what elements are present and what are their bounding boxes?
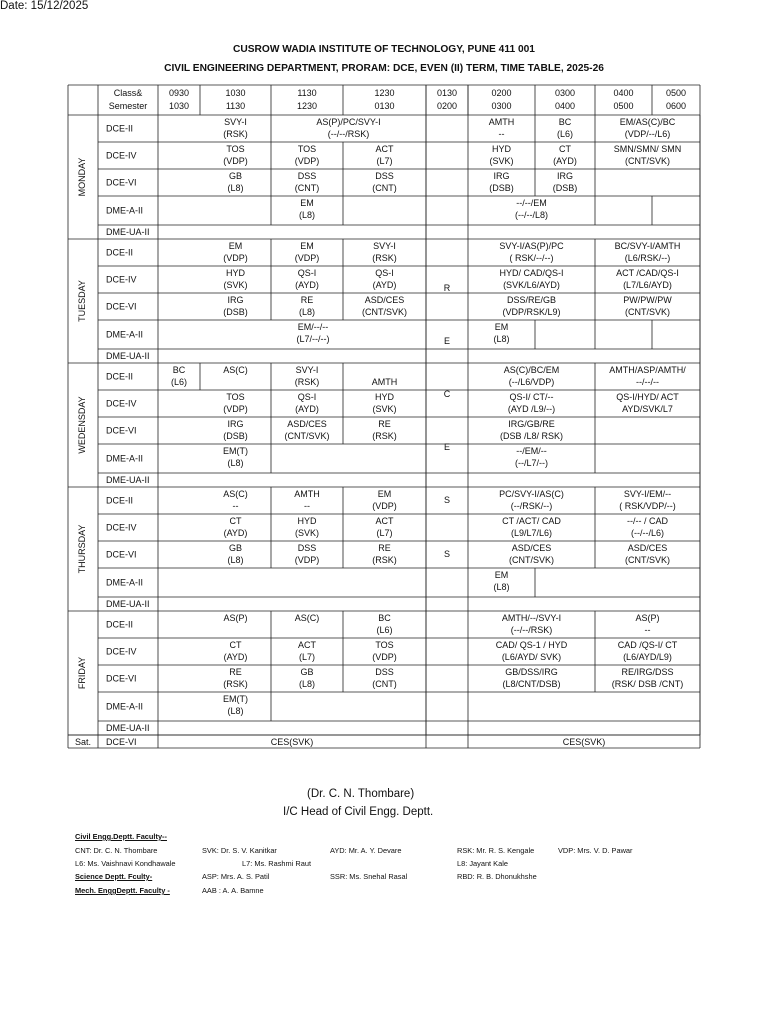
recess-letter: R bbox=[443, 283, 451, 293]
signatory-name: (Dr. C. N. Thombare) bbox=[307, 788, 415, 800]
timetable-cell-text: -- bbox=[644, 625, 651, 635]
timetable-cell-text: (L7/--/--) bbox=[296, 334, 330, 344]
legend-ayd: AYD: Mr. A. Y. Devare bbox=[330, 846, 402, 855]
class-label: DCE-VI bbox=[106, 673, 137, 684]
timetable-cell-text: (AYD) bbox=[223, 528, 248, 538]
timetable-cell-text: (--/--/L6) bbox=[631, 528, 664, 538]
recess-letter: C bbox=[443, 389, 451, 399]
timetable-cell-text: (DSB) bbox=[223, 431, 248, 441]
timetable-cell-text: EM bbox=[494, 322, 509, 332]
timetable-cell-text: SMN/SMN/ SMN bbox=[613, 144, 682, 154]
timetable-cell-text: (SVK) bbox=[223, 280, 248, 290]
timetable-cell-text: (DSB) bbox=[223, 307, 248, 317]
timetable-cell-text: DSS bbox=[375, 171, 394, 181]
timetable-cell-text: (VDP) bbox=[223, 253, 248, 263]
timetable-cell-text: PC/SVY-I/AS(C) bbox=[499, 489, 564, 499]
timetable-cell-text: ACT /CAD/QS-I bbox=[616, 268, 679, 278]
class-label: DME-A-II bbox=[106, 205, 143, 216]
timetable-cell-text: (--/RSK/--) bbox=[510, 501, 553, 511]
time-slot-end: 0500 bbox=[613, 101, 634, 111]
class-label: DCE-IV bbox=[106, 150, 137, 161]
timetable-cell-text: (--/--/RSK) bbox=[510, 625, 553, 635]
timetable-cell-text: DSS/RE/GB bbox=[506, 295, 557, 305]
timetable-cell-text: (VDP) bbox=[294, 253, 320, 263]
time-slot-start: 0400 bbox=[613, 88, 634, 98]
class-label: DCE-VI bbox=[106, 425, 137, 436]
timetable-cell-text: AS(C) bbox=[223, 365, 248, 375]
timetable-cell-text: PW/PW/PW bbox=[623, 295, 672, 305]
timetable-cell-text: (L6) bbox=[376, 625, 393, 635]
legend-civil-heading: Civil Engg.Deptt. Faculty-- bbox=[75, 832, 167, 841]
timetable-cell-text: ASD/CES bbox=[287, 419, 327, 429]
timetable-cell-text: DSS bbox=[375, 667, 394, 677]
time-slot-start: 0200 bbox=[491, 88, 512, 98]
timetable-cell-text: (RSK) bbox=[294, 377, 320, 387]
timetable-cell-text: (L8) bbox=[227, 555, 244, 565]
timetable-cell-text: (AYD /L9/--) bbox=[507, 404, 556, 414]
legend-svk: SVK: Dr. S. V. Kanitkar bbox=[202, 846, 277, 855]
timetable-cell-text: SVY-I/AS(P)/PC bbox=[499, 241, 564, 251]
class-label: DCE-VI bbox=[106, 301, 137, 312]
timetable-cell-text: CAD/ QS-1 / HYD bbox=[495, 640, 568, 650]
class-label: DCE-II bbox=[106, 123, 133, 134]
timetable-cell-text: AMTH bbox=[371, 377, 398, 387]
time-slot-end: 1230 bbox=[296, 101, 318, 111]
timetable-cell-text: (L6/AYD/ SVK) bbox=[501, 652, 562, 662]
class-label: DCE-IV bbox=[106, 522, 137, 533]
timetable-cell-text: RE/IRG/DSS bbox=[621, 667, 674, 677]
timetable-cell-text: (--/L6/VDP) bbox=[508, 377, 555, 387]
class-label: DCE-IV bbox=[106, 274, 137, 285]
timetable-cell-text: HYD bbox=[297, 516, 317, 526]
timetable-cell-text: DSS bbox=[297, 543, 317, 553]
timetable-cell-text: RE bbox=[300, 295, 314, 305]
timetable-cell-text: DSS bbox=[297, 171, 317, 181]
timetable-title: CIVIL ENGINEERING DEPARTMENT, PRORAM: DCE, EVEN (II) TERM, TIME TABLE, 2025-26 bbox=[164, 63, 604, 74]
timetable-cell-text: ACT bbox=[298, 640, 316, 650]
timetable-cell-text: (CNT/SVK) bbox=[625, 555, 670, 565]
class-label: DCE-II bbox=[106, 371, 133, 382]
legend-mech-heading: Mech. EnggDeptt. Faculty - bbox=[75, 886, 170, 895]
timetable-cell-text: QS-I bbox=[297, 392, 317, 402]
timetable-cell-text: (VDP/RSK/L9) bbox=[502, 307, 561, 317]
timetable-cell-text: (L8) bbox=[298, 307, 316, 317]
timetable-cell-text: SVY-I bbox=[373, 241, 396, 251]
timetable-cell-text: BC/SVY-I/AMTH bbox=[614, 241, 681, 251]
time-slot-start: 0130 bbox=[436, 88, 458, 98]
header-semester-label: Semester bbox=[108, 101, 148, 111]
timetable-cell-text: TOS bbox=[375, 640, 394, 650]
timetable-cell-text: EM(T) bbox=[223, 694, 248, 704]
timetable-cell-text: (L6) bbox=[556, 129, 574, 139]
timetable-cell-text: EM bbox=[300, 241, 314, 251]
legend-l6: L6: Ms. Vaishnavi Kondhawale bbox=[75, 859, 176, 868]
timetable-cell-text: TOS bbox=[226, 392, 245, 402]
timetable-cell-text: (L8) bbox=[298, 210, 316, 220]
time-slot-end: 1130 bbox=[225, 101, 246, 111]
class-label: DME-UA-II bbox=[106, 723, 150, 733]
timetable-cell-text: GB/DSS/IRG bbox=[505, 667, 558, 677]
class-label: DCE-IV bbox=[106, 398, 137, 409]
timetable-cell-text: (L8/CNT/DSB) bbox=[502, 679, 561, 689]
timetable-cell-text: AMTH/--/SVY-I bbox=[501, 613, 562, 623]
timetable-cell-text: QS-I bbox=[375, 268, 394, 278]
timetable-cell-text: BC bbox=[558, 117, 572, 127]
timetable-cell-text: EM bbox=[494, 570, 509, 580]
timetable-cell-text: (CNT/SVK) bbox=[509, 555, 554, 565]
class-label: DCE-VI bbox=[106, 177, 137, 188]
timetable-cell-text: (L6) bbox=[170, 377, 188, 387]
timetable-cell-text: (L7) bbox=[298, 652, 316, 662]
timetable-cell-text: -- bbox=[232, 501, 239, 511]
timetable-cell-text: TOS bbox=[226, 144, 245, 154]
timetable-cell-text: (CNT/SVK) bbox=[362, 307, 407, 317]
timetable-cell-text: (AYD) bbox=[295, 280, 319, 290]
recess-letter: S bbox=[443, 549, 451, 559]
timetable-cell-text: (CNT/SVK) bbox=[284, 431, 330, 441]
timetable-cell-text: QS-I/HYD/ ACT bbox=[616, 392, 679, 402]
legend-vdp: VDP: Mrs. V. D. Pawar bbox=[558, 846, 633, 855]
timetable-cell-text: GB bbox=[228, 171, 243, 181]
timetable-cell-text: BC bbox=[172, 365, 186, 375]
timetable-cell-text: AMTH bbox=[488, 117, 515, 127]
legend-cnt: CNT: Dr. C. N. Thombare bbox=[75, 846, 158, 855]
timetable-cell-text: AMTH/ASP/AMTH/ bbox=[609, 365, 686, 375]
timetable-cell-text: ASD/CES bbox=[364, 295, 405, 305]
timetable-cell-text: SVY-I bbox=[224, 117, 247, 127]
timetable-cell-text: (L8) bbox=[227, 706, 244, 716]
timetable-cell-text: (RSK) bbox=[372, 431, 397, 441]
legend-l8: L8: Jayant Kale bbox=[457, 859, 508, 868]
class-label: DME-UA-II bbox=[106, 475, 150, 485]
timetable-cell-text: SVY-I bbox=[295, 365, 319, 375]
timetable-cell-text: AYD/SVK/L7 bbox=[622, 404, 673, 414]
timetable-cell-text: CT /ACT/ CAD bbox=[502, 516, 561, 526]
time-slot-start: 0300 bbox=[554, 88, 576, 98]
timetable-cell-text: AS(C)/BC/EM bbox=[503, 365, 560, 375]
time-slot-end: 0200 bbox=[436, 101, 458, 111]
timetable-cell-text: (--/L7/--) bbox=[515, 458, 548, 468]
timetable-cell-text: (L8) bbox=[227, 183, 244, 193]
saturday-label: Sat. bbox=[74, 737, 92, 747]
timetable-cell-text: GB bbox=[300, 667, 314, 677]
timetable-cell-text: AMTH bbox=[294, 489, 320, 499]
timetable-cell-text: IRG bbox=[227, 295, 244, 305]
timetable-cell-text: AS(P) bbox=[223, 613, 248, 623]
class-label: DCE-VI bbox=[106, 737, 137, 747]
timetable-cell-text: ( RSK/VDP/--) bbox=[619, 501, 676, 511]
timetable-cell-text: -- bbox=[498, 129, 505, 139]
timetable-cell-text: (VDP) bbox=[294, 555, 320, 565]
time-slot-end: 0130 bbox=[374, 101, 395, 111]
timetable-cell-text: EM bbox=[300, 198, 314, 208]
timetable-cell-text: (CNT/SVK) bbox=[625, 156, 670, 166]
issue-date: Date: 15/12/2025 bbox=[0, 0, 89, 12]
timetable-cell-text: (L8) bbox=[298, 679, 316, 689]
class-label: DME-A-II bbox=[106, 329, 143, 340]
timetable-cell-text: (--/--/L8) bbox=[515, 210, 548, 220]
time-slot-end: 0400 bbox=[554, 101, 576, 111]
recess-letter: E bbox=[443, 442, 451, 452]
class-label: DCE-II bbox=[106, 619, 133, 630]
timetable-cell-text: (SVK) bbox=[372, 404, 397, 414]
timetable-cell-text: ASD/CES bbox=[511, 543, 552, 553]
institute-title: CUSROW WADIA INSTITUTE OF TECHNOLOGY, PUNE 411 001 bbox=[233, 44, 535, 55]
time-slot-end: 1030 bbox=[168, 101, 190, 111]
timetable-cell-text: AS(P)/PC/SVY-I bbox=[316, 117, 381, 127]
timetable-cell-text: (L6/AYD/L9) bbox=[623, 652, 672, 662]
timetable-cell-text: (L9/L7/L6) bbox=[510, 528, 553, 538]
timetable-cell-text: HYD bbox=[374, 392, 395, 402]
timetable-cell-text: (AYD) bbox=[372, 280, 397, 290]
timetable-cell-text: (AYD) bbox=[223, 652, 248, 662]
timetable-cell-text: ACT bbox=[375, 516, 394, 526]
legend-aab: AAB : A. A. Bamne bbox=[202, 886, 264, 895]
timetable-cell-text: --/EM/-- bbox=[516, 446, 547, 456]
timetable-cell-text: (VDP) bbox=[372, 652, 397, 662]
timetable-cell-text: HYD bbox=[225, 268, 246, 278]
timetable-cell-text: (L6/RSK/--) bbox=[624, 253, 671, 263]
class-label: DCE-II bbox=[106, 247, 133, 258]
timetable-cell-text: RE bbox=[378, 419, 391, 429]
class-label: DME-A-II bbox=[106, 577, 143, 588]
class-label: DCE-IV bbox=[106, 646, 137, 657]
day-label: THURSDAY bbox=[77, 524, 87, 574]
timetable-cell-text: IRG/GB/RE bbox=[508, 419, 555, 429]
timetable-cell-text: (RSK/ DSB /CNT) bbox=[611, 679, 684, 689]
timetable-cell-text: HYD/ CAD/QS-I bbox=[499, 268, 564, 278]
timetable-cell-text: (L8) bbox=[493, 582, 510, 592]
class-label: DME-UA-II bbox=[106, 227, 150, 237]
day-label: FRIDAY bbox=[77, 656, 87, 690]
class-label: DCE-II bbox=[106, 495, 133, 506]
timetable-cell-text: EM/AS(C)/BC bbox=[619, 117, 676, 127]
time-slot-start: 1030 bbox=[225, 88, 246, 98]
timetable-cell-text: GB bbox=[228, 543, 243, 553]
class-label: DME-UA-II bbox=[106, 599, 150, 609]
time-slot-end: 0600 bbox=[665, 101, 687, 111]
timetable-cell-text: BC bbox=[378, 613, 391, 623]
timetable-cell-text: --/-- / CAD bbox=[627, 516, 668, 526]
class-label: DME-A-II bbox=[106, 701, 143, 712]
timetable-cell-text: AS(C) bbox=[294, 613, 320, 623]
timetable-cell-text: AS(P) bbox=[635, 613, 660, 623]
timetable-cell-text: (SVK) bbox=[489, 156, 514, 166]
timetable-cell-text: HYD bbox=[491, 144, 512, 154]
timetable-cell-text: CT bbox=[559, 144, 571, 154]
day-label: TUESDAY bbox=[77, 280, 87, 322]
timetable-cell-text: ACT bbox=[375, 144, 394, 154]
timetable-cell-text: RE bbox=[229, 667, 242, 677]
day-label: MONDAY bbox=[77, 157, 87, 197]
timetable-cell-text: (VDP) bbox=[372, 501, 397, 511]
timetable-cell-text: CT bbox=[229, 640, 242, 650]
class-label: DCE-VI bbox=[106, 549, 137, 560]
timetable-cell-text: ( RSK/--/--) bbox=[509, 253, 554, 263]
timetable-cell-text: IRG bbox=[556, 171, 574, 181]
timetable-cell-text: (RSK) bbox=[223, 679, 248, 689]
timetable-cell-text: EM bbox=[228, 241, 243, 251]
time-slot-start: 1130 bbox=[297, 88, 317, 98]
timetable-cell-text: QS-I/ CT/-- bbox=[509, 392, 554, 402]
legend-rsk: RSK: Mr. R. S. Kengale bbox=[457, 846, 535, 855]
timetable-cell-text: CAD /QS-I/ CT bbox=[617, 640, 678, 650]
saturday-morning-text: CES(SVK) bbox=[270, 737, 314, 747]
timetable-cell-text: (RSK) bbox=[223, 129, 248, 139]
timetable-cell-text: (CNT) bbox=[294, 183, 320, 193]
legend-science-heading: Science Deptt. Fculty- bbox=[75, 872, 153, 881]
timetable-cell-text: (RSK) bbox=[372, 253, 397, 263]
timetable-cell-text: EM(T) bbox=[223, 446, 248, 456]
timetable-cell-text: ASD/CES bbox=[627, 543, 668, 553]
timetable-cell-text: (L7) bbox=[376, 528, 393, 538]
saturday-afternoon-text: CES(SVK) bbox=[562, 737, 606, 747]
timetable-cell-text: (VDP) bbox=[294, 156, 320, 166]
legend-ssr: SSR: Ms. Snehal Rasal bbox=[330, 872, 408, 881]
timetable-cell-text: (CNT) bbox=[372, 679, 397, 689]
timetable-cell-text: (CNT/SVK) bbox=[625, 307, 670, 317]
timetable-cell-text: (SVK/L6/AYD) bbox=[503, 280, 560, 290]
legend-asp: ASP: Mrs. A. S. Patil bbox=[202, 872, 270, 881]
timetable-cell-text: IRG bbox=[493, 171, 510, 181]
class-label: DME-UA-II bbox=[106, 351, 150, 361]
timetable-cell-text: (DSB) bbox=[552, 183, 578, 193]
timetable-cell-text: QS-I bbox=[297, 268, 317, 278]
timetable-cell-text: (DSB) bbox=[489, 183, 514, 193]
day-label: WEDENSDAY bbox=[77, 396, 87, 454]
timetable-cell-text: (VDP) bbox=[223, 156, 248, 166]
timetable-cell-text: (L7) bbox=[376, 156, 393, 166]
timetable-cell-text: CT bbox=[229, 516, 242, 526]
timetable-cell-text: TOS bbox=[297, 144, 317, 154]
timetable-cell-text: EM/--/-- bbox=[297, 322, 329, 332]
timetable-cell-text: (VDP) bbox=[223, 404, 248, 414]
timetable-cell-text: (AYD) bbox=[553, 156, 577, 166]
timetable-cell-text: SVY-I/EM/-- bbox=[623, 489, 672, 499]
timetable-cell-text: (SVK) bbox=[294, 528, 320, 538]
timetable-cell-text: RE bbox=[378, 543, 391, 553]
legend-l7: L7: Ms. Rashmi Raut bbox=[242, 859, 312, 868]
timetable-cell-text: (L7/L6/AYD) bbox=[623, 280, 672, 290]
signatory-title: I/C Head of Civil Engg. Deptt. bbox=[283, 806, 434, 818]
timetable-cell-text: -- bbox=[304, 501, 310, 511]
timetable-cell-text: (VDP/--/L6) bbox=[624, 129, 671, 139]
timetable-cell-text: AS(C) bbox=[223, 489, 248, 499]
timetable-cell-text: (L8) bbox=[227, 458, 244, 468]
time-slot-start: 1230 bbox=[374, 88, 395, 98]
timetable-cell-text: (CNT) bbox=[372, 183, 397, 193]
recess-letter: E bbox=[443, 336, 451, 346]
timetable-cell-text: EM bbox=[377, 489, 392, 499]
timetable-cell-text: (AYD) bbox=[295, 404, 319, 414]
timetable-cell-text: (--/--/RSK) bbox=[327, 129, 370, 139]
class-label: DME-A-II bbox=[106, 453, 143, 464]
timetable-cell-text: --/--/-- bbox=[636, 377, 659, 387]
time-slot-start: 0500 bbox=[665, 88, 687, 98]
timetable-cell-text: (DSB /L8/ RSK) bbox=[499, 431, 564, 441]
timetable-cell-text: (RSK) bbox=[372, 555, 397, 565]
time-slot-start: 0930 bbox=[168, 88, 190, 98]
header-class-label: Class& bbox=[113, 88, 143, 98]
timetable-cell-text: --/--/EM bbox=[516, 198, 547, 208]
timetable-cell-text: (L8) bbox=[493, 334, 510, 344]
recess-letter: S bbox=[443, 495, 451, 505]
time-slot-end: 0300 bbox=[491, 101, 512, 111]
legend-rbd: RBD: R. B. Dhonukhshe bbox=[457, 872, 537, 881]
timetable-cell-text: IRG bbox=[227, 419, 244, 429]
